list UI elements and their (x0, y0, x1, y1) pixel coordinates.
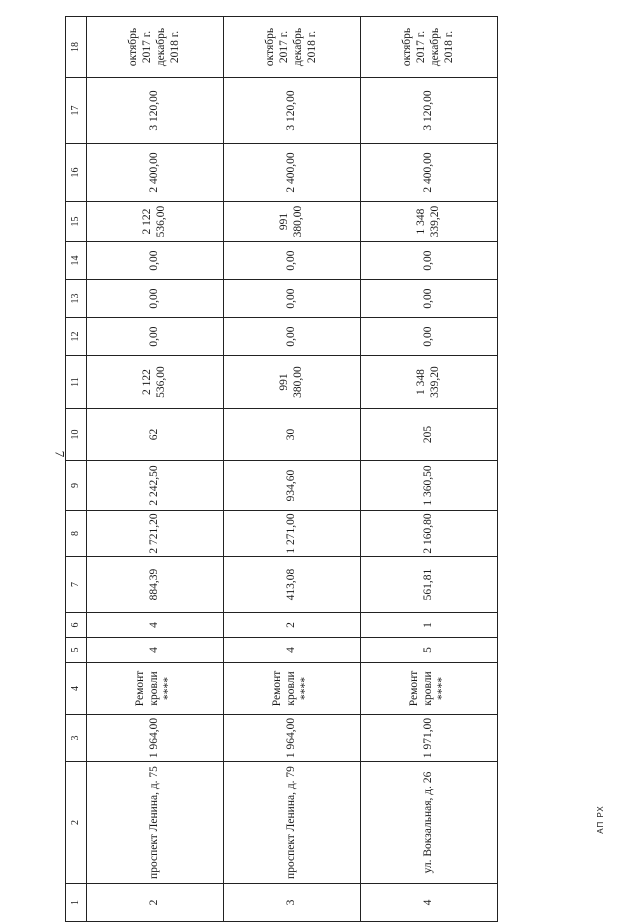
column-number: 5 (66, 638, 87, 663)
table-cell: 991 380,00 (224, 356, 361, 409)
table-cell: 4 (361, 884, 498, 922)
column-number: 15 (66, 202, 87, 242)
page-number: 7 (52, 450, 68, 458)
table-cell: октябрь 2017 г. декабрь 2018 г. (87, 17, 224, 78)
table-cell: октябрь 2017 г. декабрь 2018 г. (224, 17, 361, 78)
table-cell: октябрь 2017 г. декабрь 2018 г. (361, 17, 498, 78)
column-number: 18 (66, 17, 87, 78)
table-cell: Ремонт кровли **** (87, 663, 224, 715)
table-cell: 62 (87, 409, 224, 461)
table-cell: 30 (224, 409, 361, 461)
table-cell: 1 964,00 (87, 715, 224, 762)
table-cell: 1 971,00 (361, 715, 498, 762)
table-cell: 561,81 (361, 557, 498, 613)
column-number: 16 (66, 144, 87, 202)
table-cell: 0,00 (87, 242, 224, 280)
table-rotator (70, 16, 498, 906)
table-cell: 3 120,00 (361, 78, 498, 144)
table-cell: 2 721,20 (87, 511, 224, 557)
table-cell: 0,00 (87, 280, 224, 318)
column-number: 4 (66, 663, 87, 715)
table-cell: 2 400,00 (224, 144, 361, 202)
data-table (65, 16, 498, 922)
table-cell: Ремонт кровли **** (224, 663, 361, 715)
column-number: 10 (66, 409, 87, 461)
table-cell: 3 120,00 (87, 78, 224, 144)
column-number: 2 (66, 762, 87, 884)
table-row (361, 17, 498, 922)
table-container (70, 16, 498, 906)
table-cell: 2 400,00 (87, 144, 224, 202)
table-cell: 0,00 (224, 280, 361, 318)
column-number: 3 (66, 715, 87, 762)
table-cell: 1 964,00 (224, 715, 361, 762)
column-number: 11 (66, 356, 87, 409)
table-cell: Ремонт кровли **** (361, 663, 498, 715)
table-cell: 4 (224, 638, 361, 663)
table-cell: 0,00 (224, 242, 361, 280)
table-cell: 2 122 536,00 (87, 356, 224, 409)
table-cell: 0,00 (224, 318, 361, 356)
table-cell: 934,60 (224, 461, 361, 511)
table-cell: 1 348 339,20 (361, 356, 498, 409)
table-cell: 2 (224, 613, 361, 638)
table-cell: 0,00 (87, 318, 224, 356)
column-number: 12 (66, 318, 87, 356)
table-cell: проспект Ленина, д. 75 (87, 762, 224, 884)
table-cell: 2 400,00 (361, 144, 498, 202)
table-cell: 0,00 (361, 280, 498, 318)
table-cell: 1 348 339,20 (361, 202, 498, 242)
table-cell: 1 360,50 (361, 461, 498, 511)
table-cell: 5 (361, 638, 498, 663)
table-cell: 2 122 536,00 (87, 202, 224, 242)
table-row (224, 17, 361, 922)
column-number: 17 (66, 78, 87, 144)
column-number: 7 (66, 557, 87, 613)
table-cell: 991 380,00 (224, 202, 361, 242)
column-number: 1 (66, 884, 87, 922)
column-number: 8 (66, 511, 87, 557)
footer-mark: АП РХ (595, 805, 605, 834)
table-row (87, 17, 224, 922)
header-row (66, 17, 87, 922)
table-cell: 2 (87, 884, 224, 922)
table-cell: 0,00 (361, 242, 498, 280)
table-cell: 205 (361, 409, 498, 461)
column-number: 6 (66, 613, 87, 638)
table-cell: проспект Ленина, д. 79 (224, 762, 361, 884)
table-cell: ул. Вокзальная, д. 26 (361, 762, 498, 884)
column-number: 13 (66, 280, 87, 318)
column-number: 9 (66, 461, 87, 511)
table-cell: 884,39 (87, 557, 224, 613)
table-cell: 4 (87, 638, 224, 663)
table-cell: 3 120,00 (224, 78, 361, 144)
table-cell: 413,08 (224, 557, 361, 613)
table-cell: 2 160,80 (361, 511, 498, 557)
table-cell: 4 (87, 613, 224, 638)
column-number: 14 (66, 242, 87, 280)
table-cell: 0,00 (361, 318, 498, 356)
table-cell: 3 (224, 884, 361, 922)
table-cell: 1 271,00 (224, 511, 361, 557)
table-cell: 1 (361, 613, 498, 638)
table-cell: 2 242,50 (87, 461, 224, 511)
